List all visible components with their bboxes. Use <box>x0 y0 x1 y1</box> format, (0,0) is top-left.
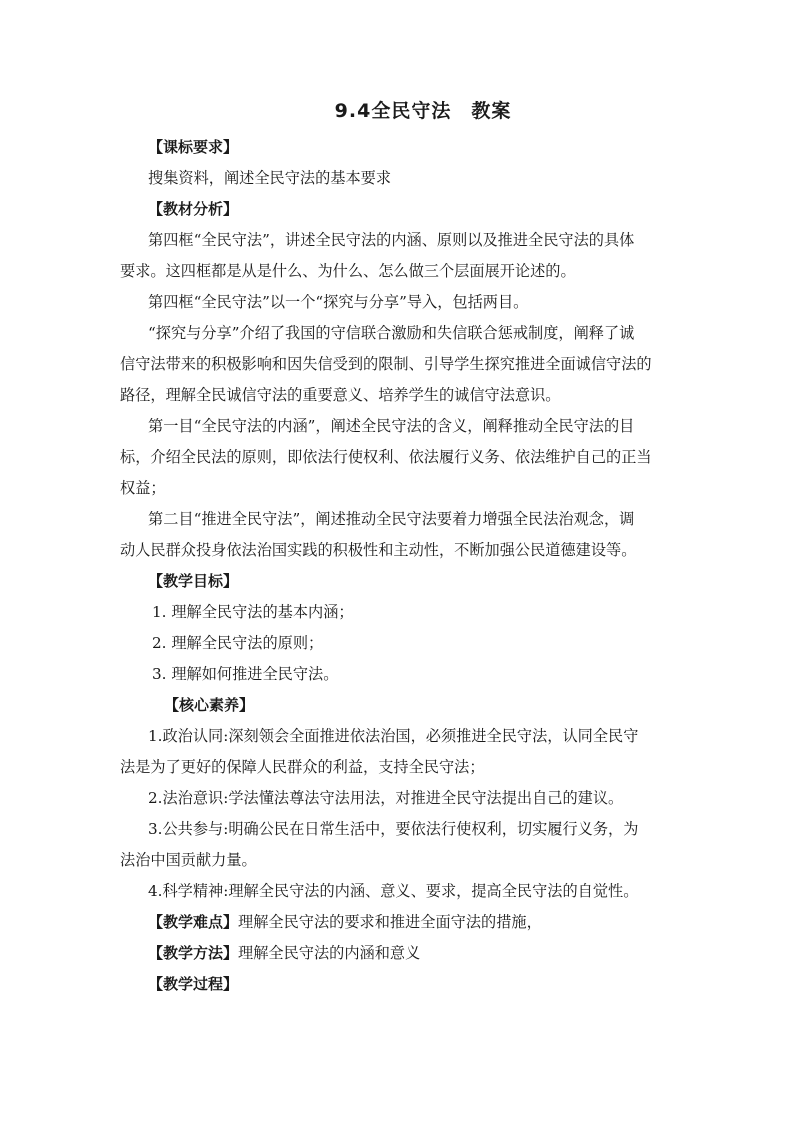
analysis-heading: 【教材分析】 <box>148 200 239 218</box>
literacy-item-2: 2.法治意识:学法懂法尊法守法用法，对推进全民守法提出自己的建议。 <box>148 789 624 807</box>
goal-item-3: 3. 理解如何推进全民守法。 <box>152 665 339 683</box>
document-page <box>120 96 688 1000</box>
analysis-paragraph-5-line-1: 第二目“推进全民守法”，阐述推动全民守法要着力增强全民法治观念，调 <box>148 510 635 528</box>
method-heading: 【教学方法】 <box>148 944 239 962</box>
analysis-paragraph-2: 第四框“全民守法”以一个“探究与分享”导入，包括两目。 <box>148 293 529 311</box>
literacy-item-1-line-2: 法是为了更好的保障人民群众的利益，支持全民守法； <box>120 758 485 776</box>
analysis-paragraph-3-line-1: “探究与分享”介绍了我国的守信联合激励和失信联合惩戒制度，阐释了诚 <box>148 324 635 342</box>
document-title: 9.4全民守法 教案 <box>334 100 512 122</box>
literacy-heading: 【核心素养】 <box>164 696 255 714</box>
analysis-paragraph-4-line-3: 权益； <box>120 479 166 497</box>
literacy-item-4: 4.科学精神:理解全民守法的内涵、意义、要求，提高全民守法的自觉性。 <box>148 882 639 900</box>
literacy-item-1-line-1: 1.政治认同:深刻领会全面推进依法治国，必须推进全民守法，认同全民守 <box>148 727 639 745</box>
analysis-paragraph-3-line-2: 信守法带来的积极影响和因失信受到的限制、引导学生探究推进全面诚信守法的 <box>120 355 652 373</box>
literacy-item-3-line-1: 3.公共参与:明确公民在日常生活中，要依法行使权利，切实履行义务，为 <box>148 820 639 838</box>
analysis-paragraph-5-line-2: 动人民群众投身依法治国实践的积极性和主动性，不断加强公民道德建设等。 <box>120 541 637 559</box>
goal-item-1: 1. 理解全民守法的基本内涵； <box>152 603 354 621</box>
analysis-paragraph-4-line-1: 第一目“全民守法的内涵”，阐述全民守法的含义，阐释推动全民守法的目 <box>148 417 635 435</box>
goals-heading: 【教学目标】 <box>148 572 239 590</box>
analysis-paragraph-3-line-3: 路径，理解全民诚信守法的重要意义、培养学生的诚信守法意识。 <box>120 386 561 404</box>
difficulty-text: 理解全民守法的要求和推进全面守法的措施， <box>238 913 542 931</box>
difficulty-row <box>148 907 688 938</box>
process-heading: 【教学过程】 <box>148 975 239 993</box>
analysis-paragraph-1-line-1: 第四框“全民守法”，讲述全民守法的内涵、原则以及推进全民守法的具体 <box>148 231 635 249</box>
analysis-paragraph-1-line-2: 要求。这四框都是从是什么、为什么、怎么做三个层面展开论述的。 <box>120 262 576 280</box>
analysis-paragraph-4-line-2: 标，介绍全民法的原则，即依法行使权利、依法履行义务、依法维护自己的正当 <box>120 448 652 466</box>
goal-item-2: 2. 理解全民守法的原则； <box>152 634 324 652</box>
difficulty-heading: 【教学难点】 <box>148 913 239 931</box>
method-text: 理解全民守法的内涵和意义 <box>238 944 421 962</box>
curriculum-heading: 【课标要求】 <box>148 138 239 156</box>
method-row <box>148 938 688 969</box>
literacy-item-3-line-2: 法治中国贡献力量。 <box>120 851 257 869</box>
curriculum-text: 搜集资料，阐述全民守法的基本要求 <box>148 169 391 187</box>
